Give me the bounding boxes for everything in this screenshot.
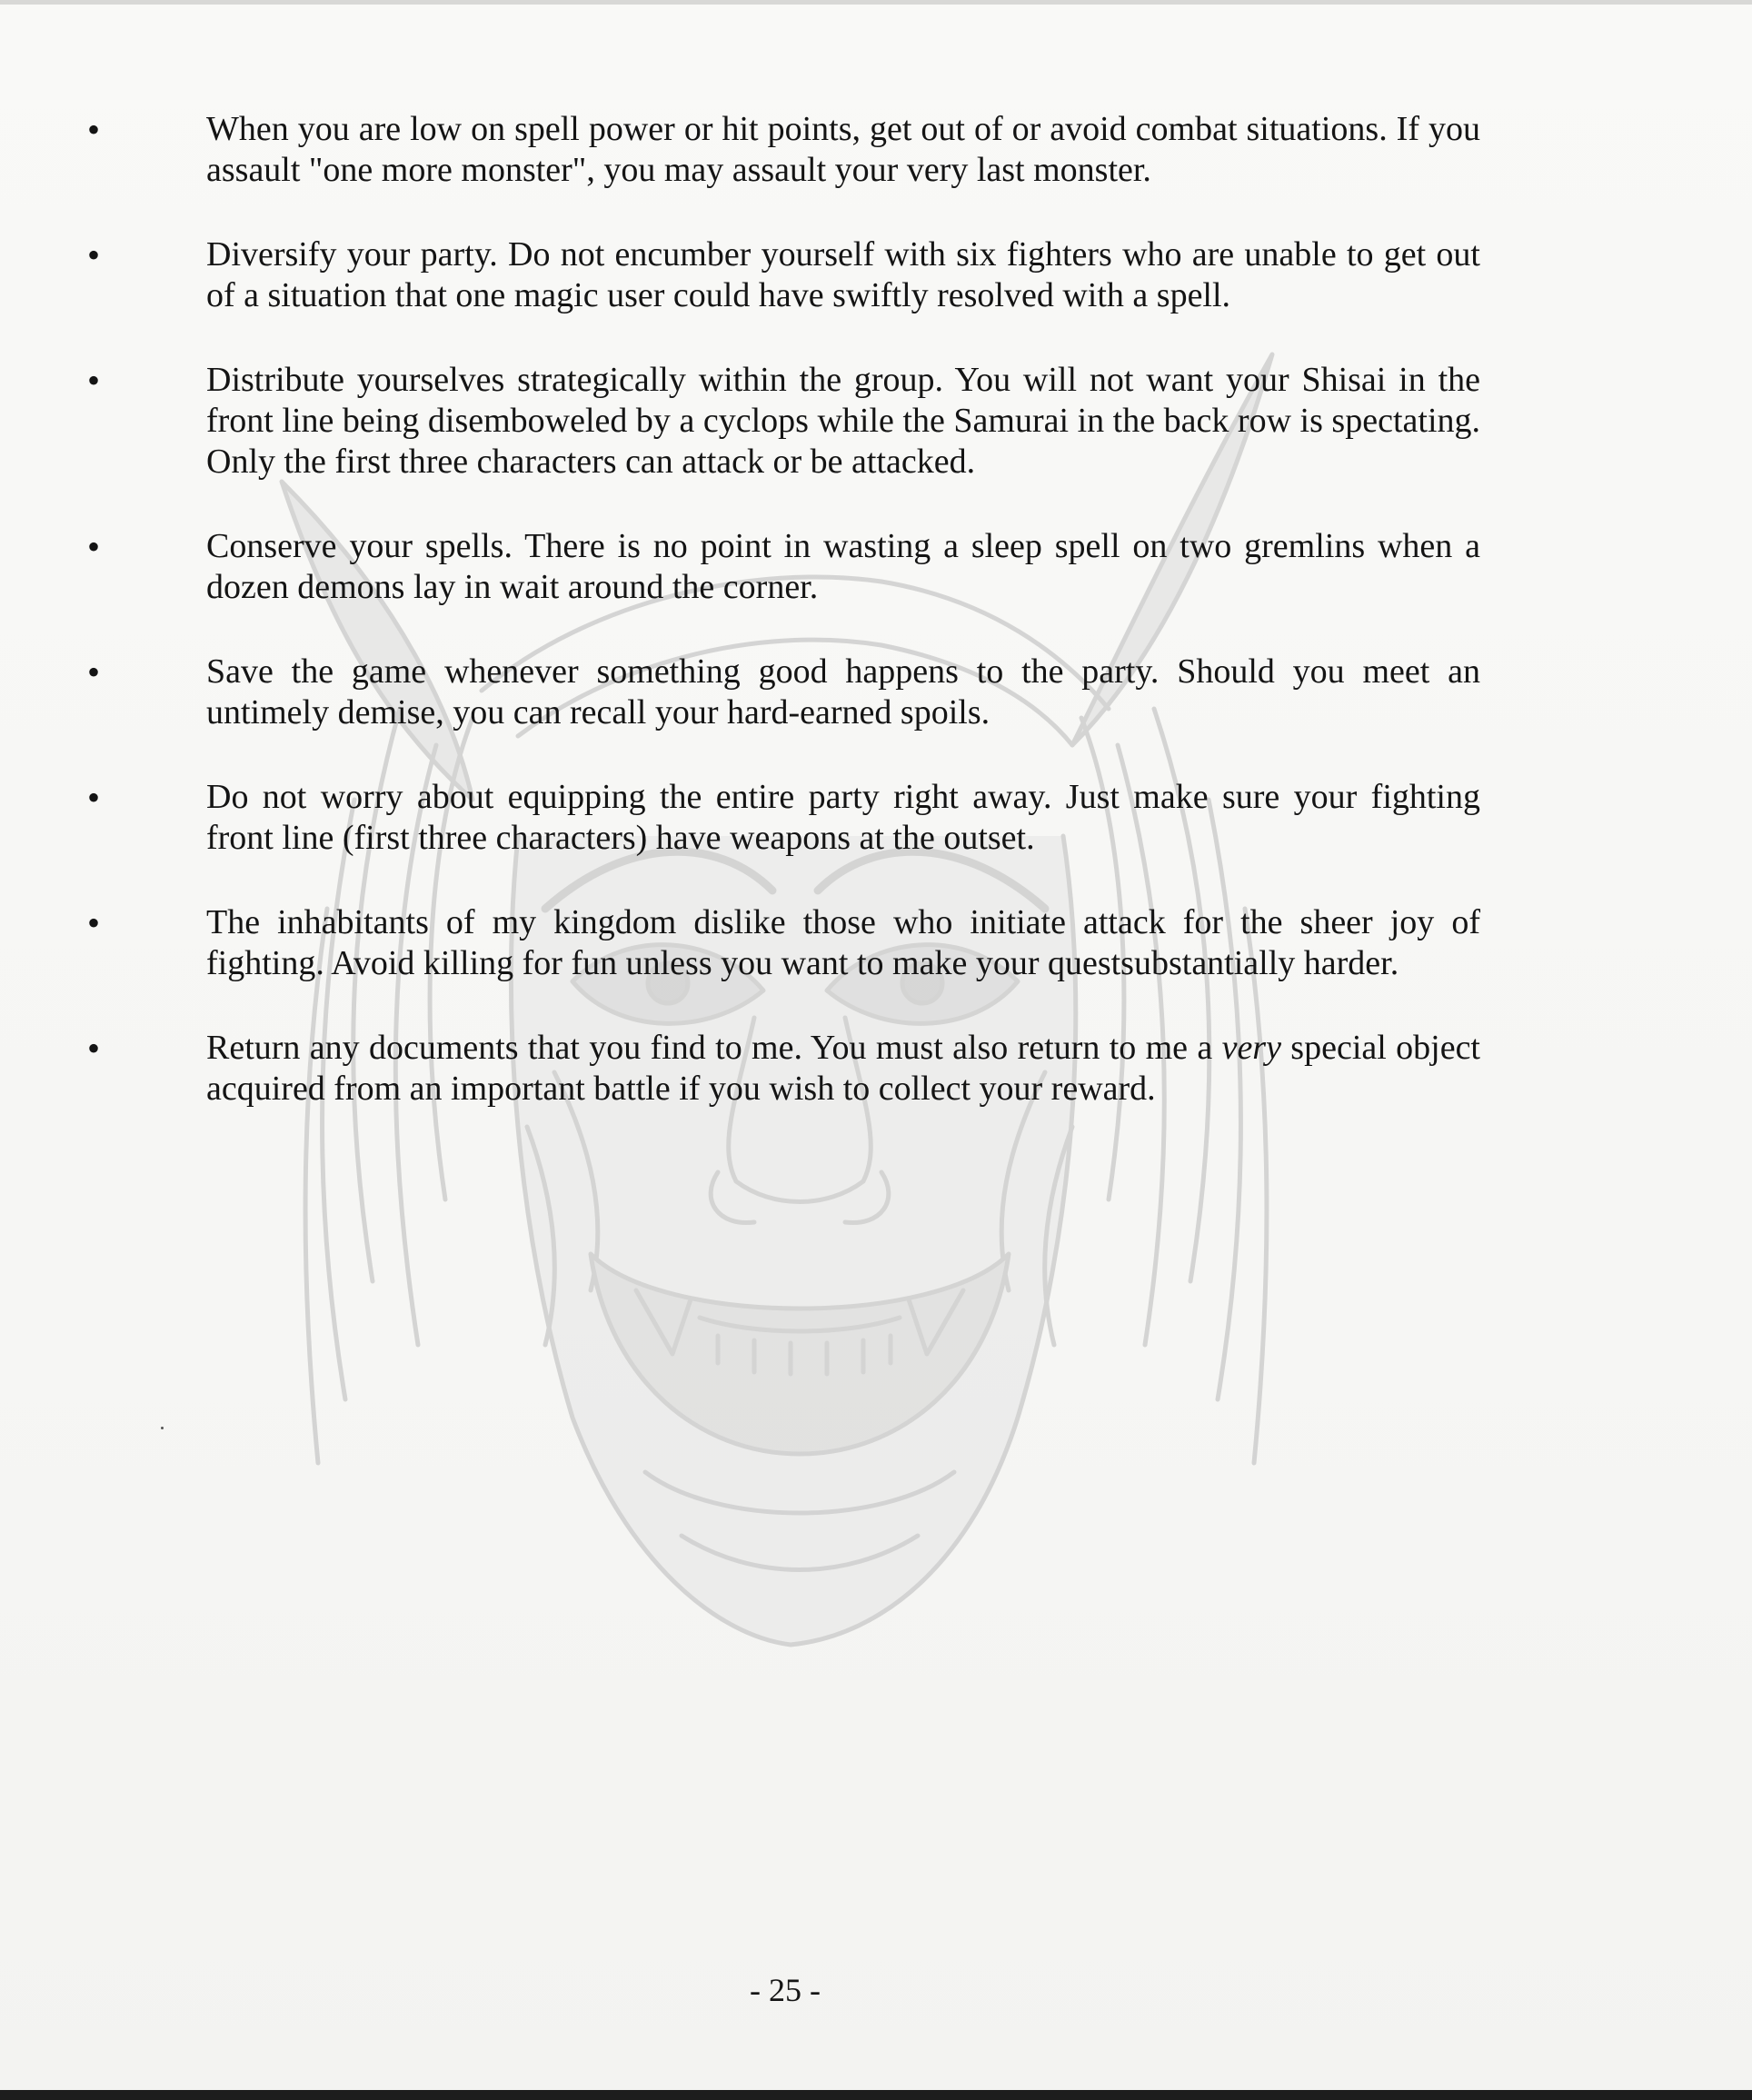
bullet-icon: • [87, 109, 101, 150]
bullet-icon: • [87, 777, 101, 818]
list-item [0, 360, 1752, 483]
list-item [0, 777, 1752, 859]
bullet-icon: • [87, 902, 101, 943]
bullet-icon: • [87, 360, 101, 401]
tip-text: The inhabitants of my kingdom dislike those who initiate attack for the sheer joy of fighting. Avoid killing for fun unless you want to make your questsubstantially harder. [206, 903, 1480, 982]
list-item [0, 1028, 1752, 1110]
tip-text: Diversify your party. Do not encumber yourself with six fighters who are unable to get out of a situation that one magic user could have swiftly resolved with a spell. [206, 235, 1480, 314]
bullet-icon: • [87, 526, 101, 567]
bullet-icon: • [87, 652, 101, 692]
tip-text-before: Return any documents that you find to me. You must also return to me a [206, 1029, 1222, 1067]
tip-emphasis: very [1221, 1029, 1281, 1067]
tip-text-after: special object acquired from an important battle if you wish to collect your reward. [206, 1029, 1480, 1108]
bullet-icon: • [87, 234, 101, 275]
list-item [0, 902, 1752, 984]
scan-speck [161, 1427, 164, 1429]
list-item [0, 234, 1752, 316]
page-top-edge [0, 0, 1752, 5]
page-bottom-edge [0, 2090, 1752, 2100]
tips-list [0, 109, 1752, 1153]
tip-text [206, 1028, 1480, 1110]
page-number: - 25 - [750, 1972, 821, 2008]
tip-text: Do not worry about equipping the entire party right away. Just make sure your fighting front line (first three characters) have weapons at the outset. [206, 778, 1480, 857]
tip-text: Conserve your spells. There is no point in wasting a sleep spell on two gremlins when a dozen demons lay in wait around the corner. [206, 527, 1480, 606]
list-item [0, 526, 1752, 608]
bullet-icon: • [87, 1028, 101, 1069]
tip-text: Save the game whenever something good happens to the party. Should you meet an untimely demise, you can recall your hard-earned spoils. [206, 652, 1480, 732]
tip-text: When you are low on spell power or hit points, get out of or avoid combat situations. If you assault "one more monster", you may assault your very last monster. [206, 110, 1480, 189]
tip-text: Distribute yourselves strategically within the group. You will not want your Shisai in the front line being disemboweled by a cyclops while the Samurai in the back row is spectating. Only the first three characters can attack or be attacked. [206, 361, 1480, 481]
list-item [0, 109, 1752, 191]
list-item [0, 652, 1752, 733]
